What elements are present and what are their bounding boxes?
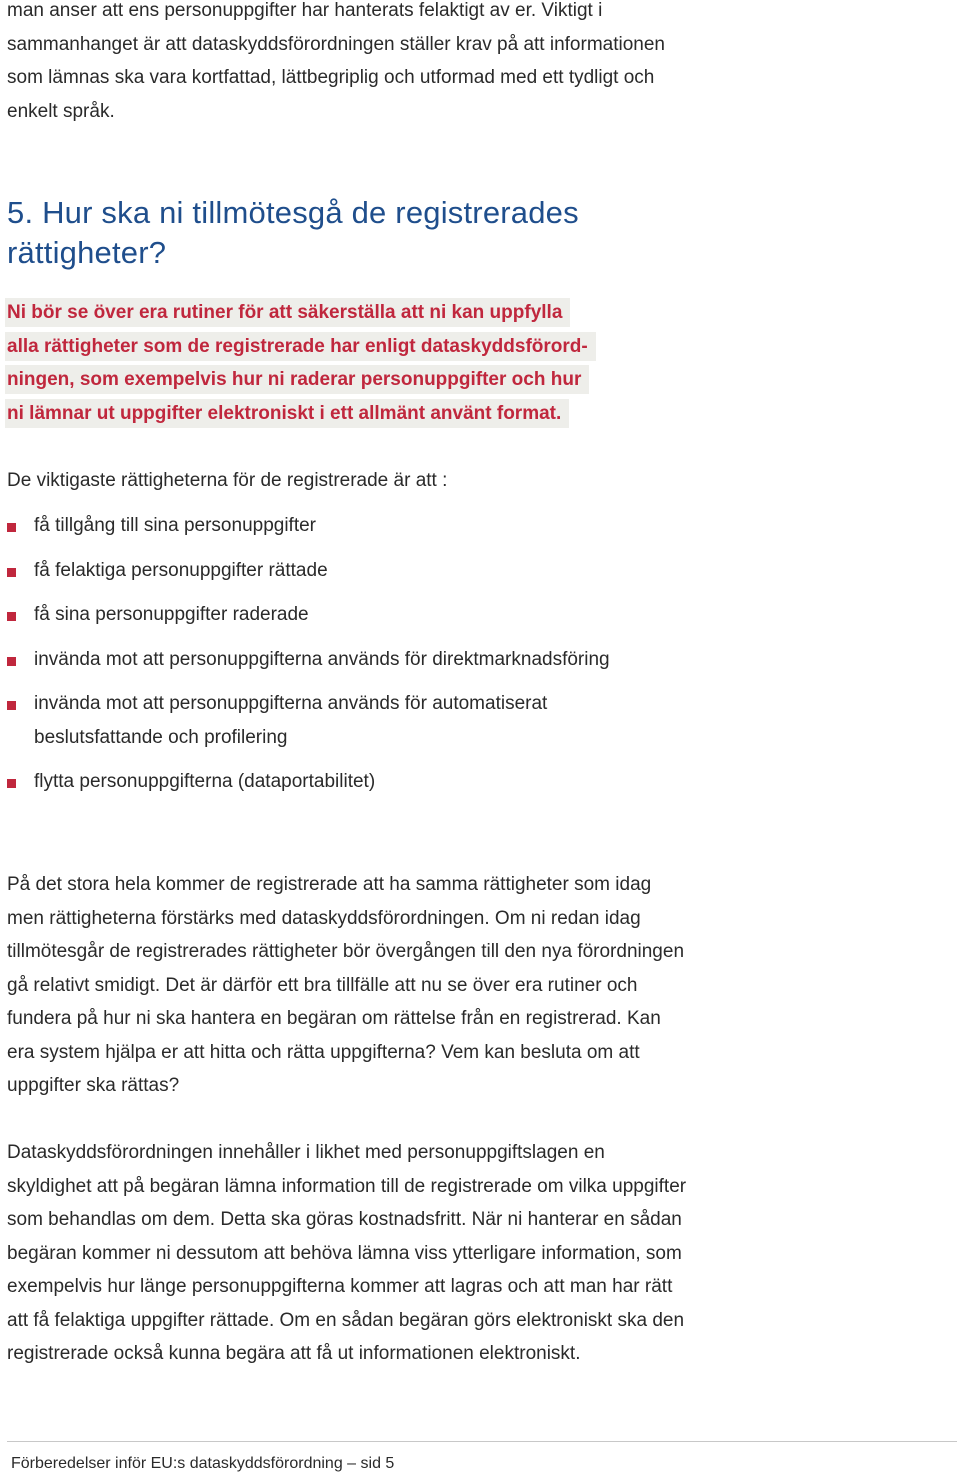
list-item-text: få felaktiga personuppgifter rättade	[34, 559, 328, 581]
section-heading: 5. Hur ska ni tillmötesgå de registrerades rättigheter?	[7, 195, 579, 270]
list-item	[7, 687, 662, 754]
list-item	[7, 509, 687, 543]
lead-highlight-box	[5, 298, 677, 432]
lead-line: ningen, som exempelvis hur ni raderar personuppgifter och hur	[5, 365, 589, 394]
square-bullet-icon	[7, 568, 16, 577]
intro-paragraph: man anser att ens personuppgifter har hanterats felaktigt av er. Viktigt i sammanhanget är att dataskyddsförordningen ställer krav på att informationen som lämnas ska vara kortfattad, lättbegriplig och utformad med ett tydligt och enkelt språk.	[7, 0, 665, 122]
list-item	[7, 598, 687, 632]
list-item-text: invända mot att personuppgifterna används för direktmarknadsföring	[34, 648, 610, 670]
list-item-text: få tillgång till sina personuppgifter	[34, 515, 317, 536]
lead-line: Ni bör se över era rutiner för att säkerställa att ni kan uppfylla	[5, 298, 570, 327]
list-item-text: flytta personuppgifterna (dataportabilitet)	[34, 771, 376, 792]
square-bullet-icon	[7, 657, 16, 666]
lead-line: alla rättigheter som de registrerade har enligt dataskyddsförord-	[5, 332, 596, 361]
body-paragraph: Dataskyddsförordningen innehåller i likhet med personuppgiftslagen en skyldighet att på begäran lämna information till de registrerade om vilka uppgifter som behandlas om dem. Detta ska göras kostnadsfritt. När ni hanterar en sådan begäran kommer ni dessutom att behöva lämna viss ytterligare information, som exempelvis hur länge personuppgifterna kommer att lagras och att man har rätt att få felaktiga uppgifter rättade. Om en sådan begäran görs elektroniskt ska den registrerade också kunna begära att få ut informationen elektroniskt.	[7, 1142, 687, 1364]
list-item	[7, 554, 687, 588]
square-bullet-icon	[7, 612, 16, 621]
list-item-text: få sina personuppgifter raderade	[34, 604, 309, 625]
page-footer: Förberedelser inför EU:s dataskyddsförordning – sid 5	[11, 1455, 395, 1472]
lead-line: ni lämnar ut uppgifter elektroniskt i ett allmänt använt format.	[5, 399, 569, 428]
rights-list	[7, 509, 687, 810]
list-item	[7, 643, 662, 677]
rights-list-intro: De viktigaste rättigheterna för de registrerade är att :	[7, 470, 448, 491]
footer-divider	[7, 1441, 957, 1442]
list-item	[7, 765, 687, 799]
square-bullet-icon	[7, 523, 16, 532]
square-bullet-icon	[7, 701, 16, 710]
square-bullet-icon	[7, 779, 16, 788]
list-item-text: invända mot att personuppgifterna används för automatiserat beslutsfattande och profilering	[34, 693, 548, 748]
body-paragraph: På det stora hela kommer de registrerade att ha samma rättigheter som idag men rättigheterna förstärks med dataskyddsförordningen. Om ni redan idag tillmötesgår de registrerades rättigheter bör övergången till den nya förordningen gå relativt smidigt. Det är därför ett bra tillfälle att nu se över era rutiner och fundera på hur ni ska hantera en begäran om rättelse från en registrerad. Kan era system hjälpa er att hitta och rätta uppgifterna? Vem kan besluta om att uppgifter ska rättas?	[7, 874, 685, 1096]
